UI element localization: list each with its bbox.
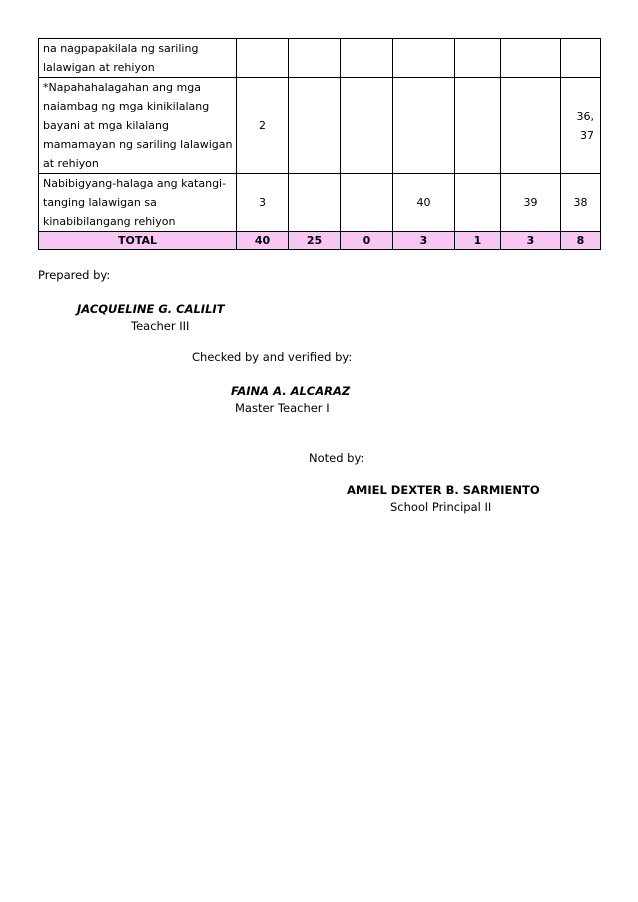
table-cell xyxy=(237,39,289,78)
table-cell: 2 xyxy=(237,78,289,174)
total-cell: 3 xyxy=(501,232,561,250)
competency-line: tanging lalawigan sa xyxy=(43,196,157,209)
total-cell: 8 xyxy=(561,232,601,250)
table-cell xyxy=(393,78,455,174)
competency-cell xyxy=(39,39,237,78)
total-cell: 1 xyxy=(455,232,501,250)
table-cell xyxy=(501,39,561,78)
table-cell xyxy=(455,174,501,232)
table-cell xyxy=(289,174,341,232)
prepared-by-title: Teacher III xyxy=(131,319,190,333)
table-cell xyxy=(455,78,501,174)
table-cell: 38 xyxy=(561,174,601,232)
total-cell: 25 xyxy=(289,232,341,250)
noted-by-label: Noted by: xyxy=(309,451,365,465)
table-cell xyxy=(289,78,341,174)
noted-by-name: AMIEL DEXTER B. SARMIENTO xyxy=(347,483,540,497)
prepared-by-name: JACQUELINE G. CALILIT xyxy=(77,302,225,316)
competency-line: naiambag ng mga kinikilalang xyxy=(43,100,210,113)
noted-by-title: School Principal II xyxy=(390,500,492,514)
competency-cell xyxy=(39,78,237,174)
table-cell: 36, 37 xyxy=(561,78,601,174)
competency-line: *Napahahalagahan ang mga xyxy=(43,81,201,94)
table-cell: 39 xyxy=(501,174,561,232)
total-cell: 3 xyxy=(393,232,455,250)
prepared-by-label: Prepared by: xyxy=(38,268,111,282)
total-cell: 40 xyxy=(237,232,289,250)
competency-line: bayani at mga kilalang xyxy=(43,119,169,132)
competency-line: kinabibilangang rehiyon xyxy=(43,215,176,228)
table-cell xyxy=(341,174,393,232)
table-cell: 40 xyxy=(393,174,455,232)
table-cell xyxy=(501,78,561,174)
table-row xyxy=(39,39,601,78)
table-cell xyxy=(289,39,341,78)
table-cell xyxy=(455,39,501,78)
checked-by-name: FAINA A. ALCARAZ xyxy=(231,384,351,398)
table-cell xyxy=(341,78,393,174)
competency-line: Nabibigyang-halaga ang katangi- xyxy=(43,177,227,190)
competency-line: mamamayan ng sariling lalawigan xyxy=(43,138,233,151)
competency-line: lalawigan at rehiyon xyxy=(43,61,155,74)
table-of-specifications xyxy=(38,38,601,250)
total-label: TOTAL xyxy=(39,232,237,250)
table-cell xyxy=(561,39,601,78)
competency-line: na nagpapakilala ng sariling xyxy=(43,42,199,55)
table-cell xyxy=(393,39,455,78)
checked-by-title: Master Teacher I xyxy=(235,401,330,415)
competency-cell xyxy=(39,174,237,232)
checked-by-label: Checked by and verified by: xyxy=(192,350,353,364)
table-cell: 3 xyxy=(237,174,289,232)
table-cell xyxy=(341,39,393,78)
total-row xyxy=(39,232,601,250)
table-row xyxy=(39,174,601,232)
competency-line: at rehiyon xyxy=(43,157,99,170)
table-row xyxy=(39,78,601,174)
total-cell: 0 xyxy=(341,232,393,250)
